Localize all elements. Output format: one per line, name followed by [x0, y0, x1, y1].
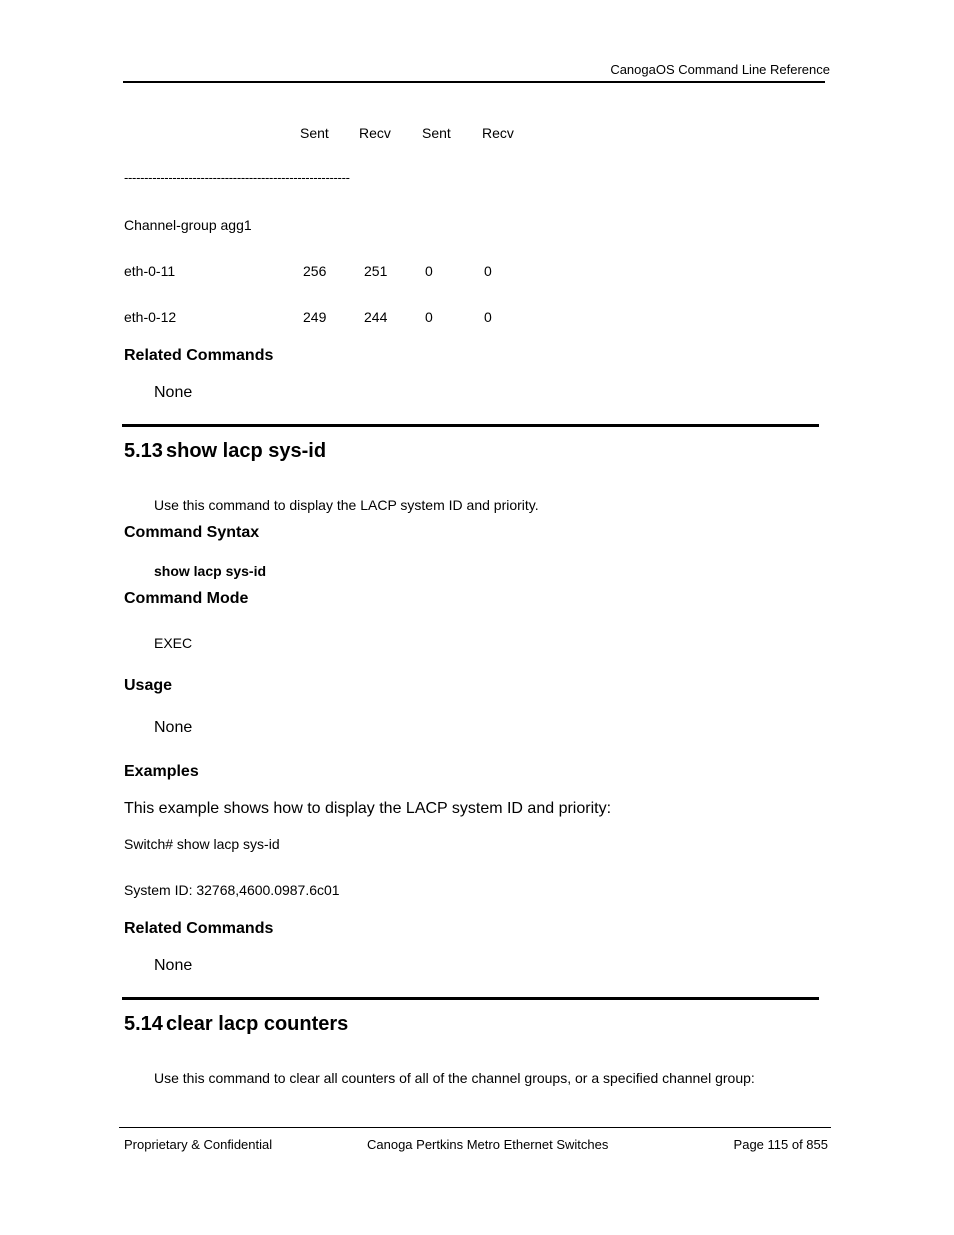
example-intro: This example shows how to display the LACP system ID and priority: [124, 800, 612, 817]
column-header-recv: Recv [359, 125, 391, 141]
port-name: eth-0-11 [124, 263, 176, 279]
command-mode-heading: Command Mode [124, 590, 249, 607]
channel-group-label: Channel-group agg1 [124, 217, 252, 233]
section-heading-5-13 [124, 440, 326, 463]
command-mode: EXEC [154, 635, 193, 651]
usage-value: None [154, 719, 193, 736]
cell-value: 256 [303, 263, 327, 279]
column-header-sent: Sent [422, 125, 451, 141]
section-title: clear lacp counters [166, 1013, 349, 1035]
footer-page-number: Page 115 of 855 [733, 1137, 828, 1152]
related-commands-value: None [154, 384, 193, 401]
related-commands-heading: Related Commands [124, 920, 274, 937]
column-header-sent: Sent [300, 125, 329, 141]
example-output: System ID: 32768,4600.0987.6c01 [124, 882, 340, 898]
examples-heading: Examples [124, 763, 199, 780]
example-command: Switch# show lacp sys-id [124, 836, 280, 852]
footer-rule [119, 1127, 831, 1128]
cell-value: 244 [364, 309, 388, 325]
section-heading-5-14 [124, 1013, 348, 1036]
section-description: Use this command to clear all counters of all of the channel groups, or a specified channel group: [154, 1070, 755, 1086]
section-rule [122, 424, 819, 427]
cell-value: 0 [484, 309, 492, 325]
port-name: eth-0-12 [124, 309, 177, 325]
section-description: Use this command to display the LACP system ID and priority. [154, 497, 539, 513]
cell-value: 0 [484, 263, 492, 279]
related-commands-heading: Related Commands [124, 347, 274, 364]
command-syntax: show lacp sys-id [154, 563, 267, 579]
related-commands-value: None [154, 957, 193, 974]
cell-value: 0 [425, 263, 433, 279]
footer-center: Canoga Pertkins Metro Ethernet Switches [367, 1137, 609, 1152]
running-header: CanogaOS Command Line Reference [610, 62, 830, 77]
section-title: show lacp sys-id [166, 440, 327, 462]
cell-value: 251 [364, 263, 388, 279]
command-syntax-heading: Command Syntax [124, 524, 260, 541]
section-number: 5.14 [124, 1013, 163, 1035]
header-rule [123, 81, 825, 83]
table-separator: -------------------------------------------------------- [124, 170, 350, 185]
footer-left: Proprietary & Confidential [124, 1137, 273, 1152]
cell-value: 249 [303, 309, 327, 325]
usage-heading: Usage [124, 677, 173, 694]
cell-value: 0 [425, 309, 433, 325]
section-number: 5.13 [124, 440, 163, 462]
section-rule [122, 997, 819, 1000]
column-header-recv: Recv [482, 125, 514, 141]
